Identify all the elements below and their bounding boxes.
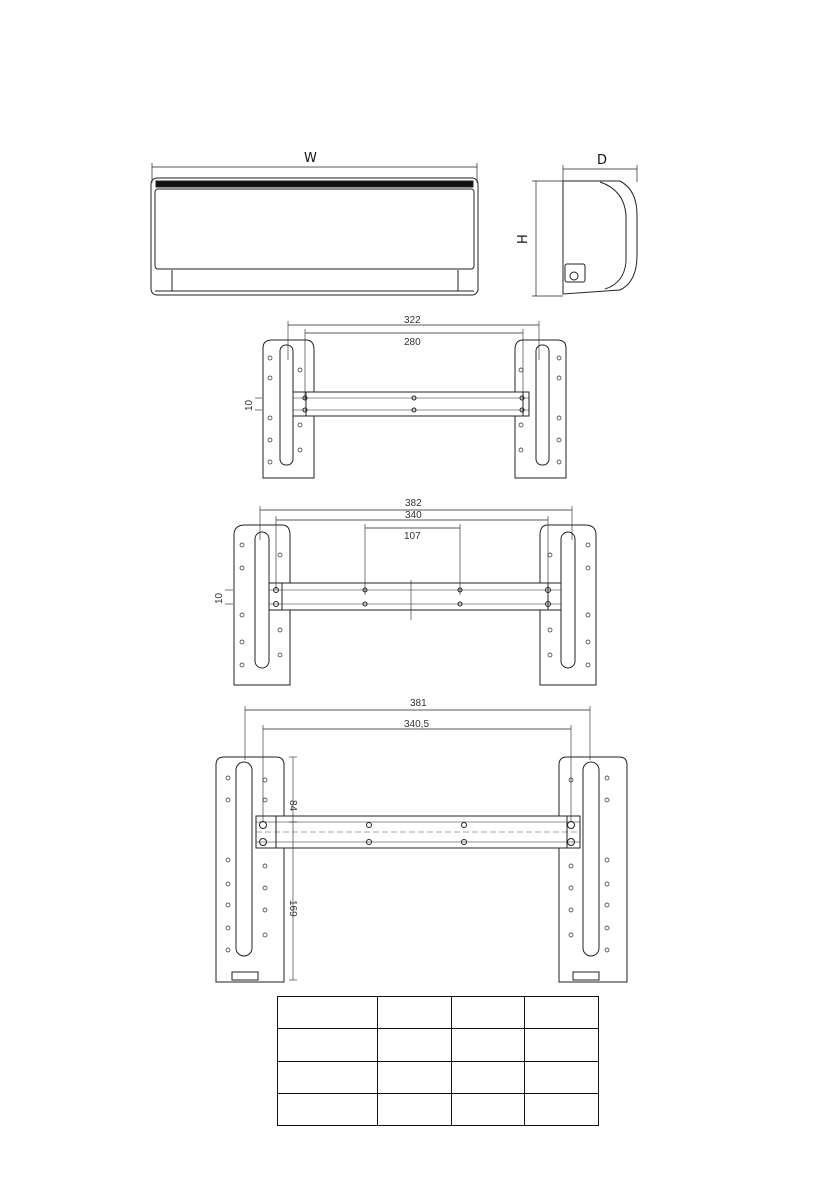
table-cell bbox=[377, 1029, 452, 1061]
dim-small-offset: 10 bbox=[244, 399, 255, 411]
table-cell bbox=[377, 1061, 452, 1093]
table-cell bbox=[278, 1029, 378, 1061]
table-row bbox=[278, 997, 599, 1029]
table-row bbox=[278, 1093, 599, 1125]
table-cell bbox=[278, 1061, 378, 1093]
dim-small-outer: 322 bbox=[404, 315, 421, 326]
dim-small-inner: 280 bbox=[404, 337, 421, 348]
table-row bbox=[278, 1029, 599, 1061]
dim-large-top: 84 bbox=[287, 800, 298, 812]
dim-medium-offset: 10 bbox=[214, 592, 225, 604]
width-label: W bbox=[304, 151, 317, 166]
table-cell bbox=[278, 1093, 378, 1125]
unit-side-view bbox=[532, 165, 637, 296]
table-cell bbox=[525, 997, 599, 1029]
dim-large-inner: 340,5 bbox=[404, 719, 430, 730]
table-row bbox=[278, 1061, 599, 1093]
height-label: H bbox=[516, 234, 531, 244]
table-cell bbox=[525, 1029, 599, 1061]
table-cell bbox=[452, 1093, 525, 1125]
dim-medium-inner: 340 bbox=[405, 510, 422, 521]
table-cell bbox=[452, 997, 525, 1029]
table-cell bbox=[278, 997, 378, 1029]
dim-medium-center: 107 bbox=[404, 531, 421, 542]
dim-medium-outer: 382 bbox=[405, 498, 422, 509]
table-cell bbox=[525, 1061, 599, 1093]
bracket-large bbox=[216, 706, 627, 982]
table-cell bbox=[452, 1061, 525, 1093]
table-cell bbox=[377, 1093, 452, 1125]
unit-front-view bbox=[151, 163, 478, 295]
table-cell bbox=[525, 1093, 599, 1125]
dim-large-outer: 381 bbox=[410, 698, 427, 709]
table-cell bbox=[377, 997, 452, 1029]
dim-large-bottom: 169 bbox=[287, 900, 298, 917]
table-cell bbox=[452, 1029, 525, 1061]
spec-table bbox=[277, 996, 599, 1126]
depth-label: D bbox=[597, 153, 608, 168]
